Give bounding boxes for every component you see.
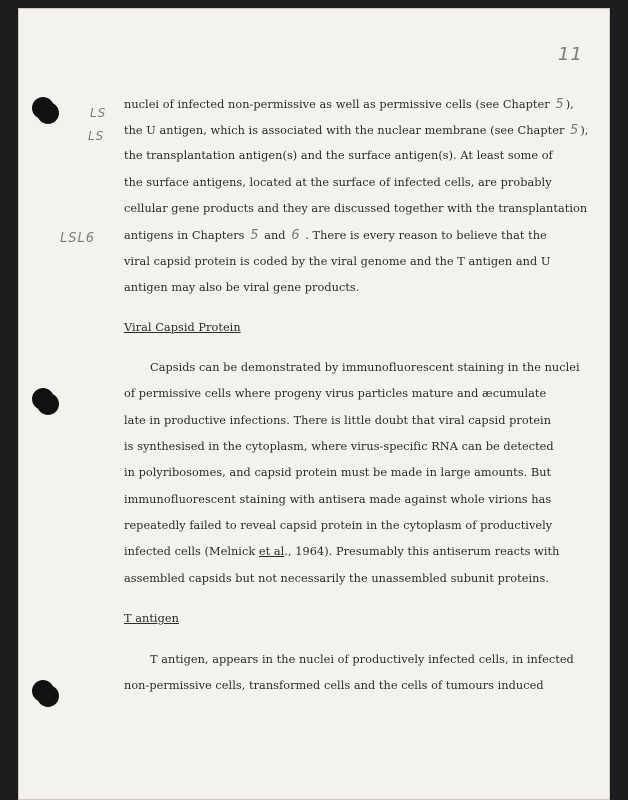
margin-mark-1: LS (90, 106, 107, 120)
text-line: immunofluorescent staining with antisera made against whole virions has (124, 493, 552, 506)
handwritten-chapter-number: 6 (291, 228, 300, 243)
handwritten-page-number: 11 (558, 44, 583, 65)
margin-mark-3: LSL6 (60, 231, 96, 246)
text-line: cellular gene products and they are discussed together with the transplantation (124, 202, 588, 215)
document-page (18, 8, 610, 800)
text-line: is synthesised in the cytoplasm, where virus-specific RNA can be detected (124, 440, 554, 453)
binder-hole-top (32, 97, 54, 119)
text-line: the transplantation antigen(s) and the surface antigen(s). At least some of (124, 149, 553, 162)
text-line: in polyribosomes, and capsid protein must be made in large amounts. But (124, 466, 552, 479)
citation-et-al: et al (258, 545, 285, 558)
binder-hole-bottom (32, 680, 54, 702)
text-line: T antigen, appears in the nuclei of productively infected cells, in infected (150, 653, 574, 666)
text-line: assembled capsids but not necessarily the unassembled subunit proteins. (124, 572, 549, 585)
text-line: antigen may also be viral gene products. (124, 281, 360, 294)
text-line: viral capsid protein is coded by the viral genome and the T antigen and U (124, 255, 551, 268)
text-line: the U antigen, which is associated with the nuclear membrane (see Chapter 5 ), (124, 123, 589, 138)
text-line: antigens in Chapters 5 and 6 . There is every reason to believe that the (124, 228, 547, 243)
text-line: late in productive infections. There is little doubt that viral capsid protein (124, 414, 552, 427)
text-line: infected cells (Melnick et al., 1964). Presumably this antiserum reacts with (124, 545, 560, 558)
text-line: of permissive cells where progeny virus particles mature and æcumulate (124, 387, 547, 400)
handwritten-chapter-number: 5 (555, 97, 564, 112)
text-line: repeatedly failed to reveal capsid protein in the cytoplasm of productively (124, 519, 553, 532)
text-line: nuclei of infected non-permissive as well as permissive cells (see Chapter 5 ), (124, 97, 574, 112)
section-heading-viral-capsid-protein: Viral Capsid Protein (124, 321, 241, 334)
section-heading-t-antigen: T antigen (124, 612, 179, 625)
margin-mark-2: LS (88, 129, 105, 143)
text-line: the surface antigens, located at the surface of infected cells, are probably (124, 176, 552, 189)
text-line: Capsids can be demonstrated by immunofluorescent staining in the nuclei (150, 361, 580, 374)
text-line: non-permissive cells, transformed cells and the cells of tumours induced (124, 679, 544, 692)
binder-hole-middle (32, 388, 54, 410)
handwritten-chapter-number: 5 (570, 123, 579, 138)
handwritten-chapter-number: 5 (250, 228, 259, 243)
